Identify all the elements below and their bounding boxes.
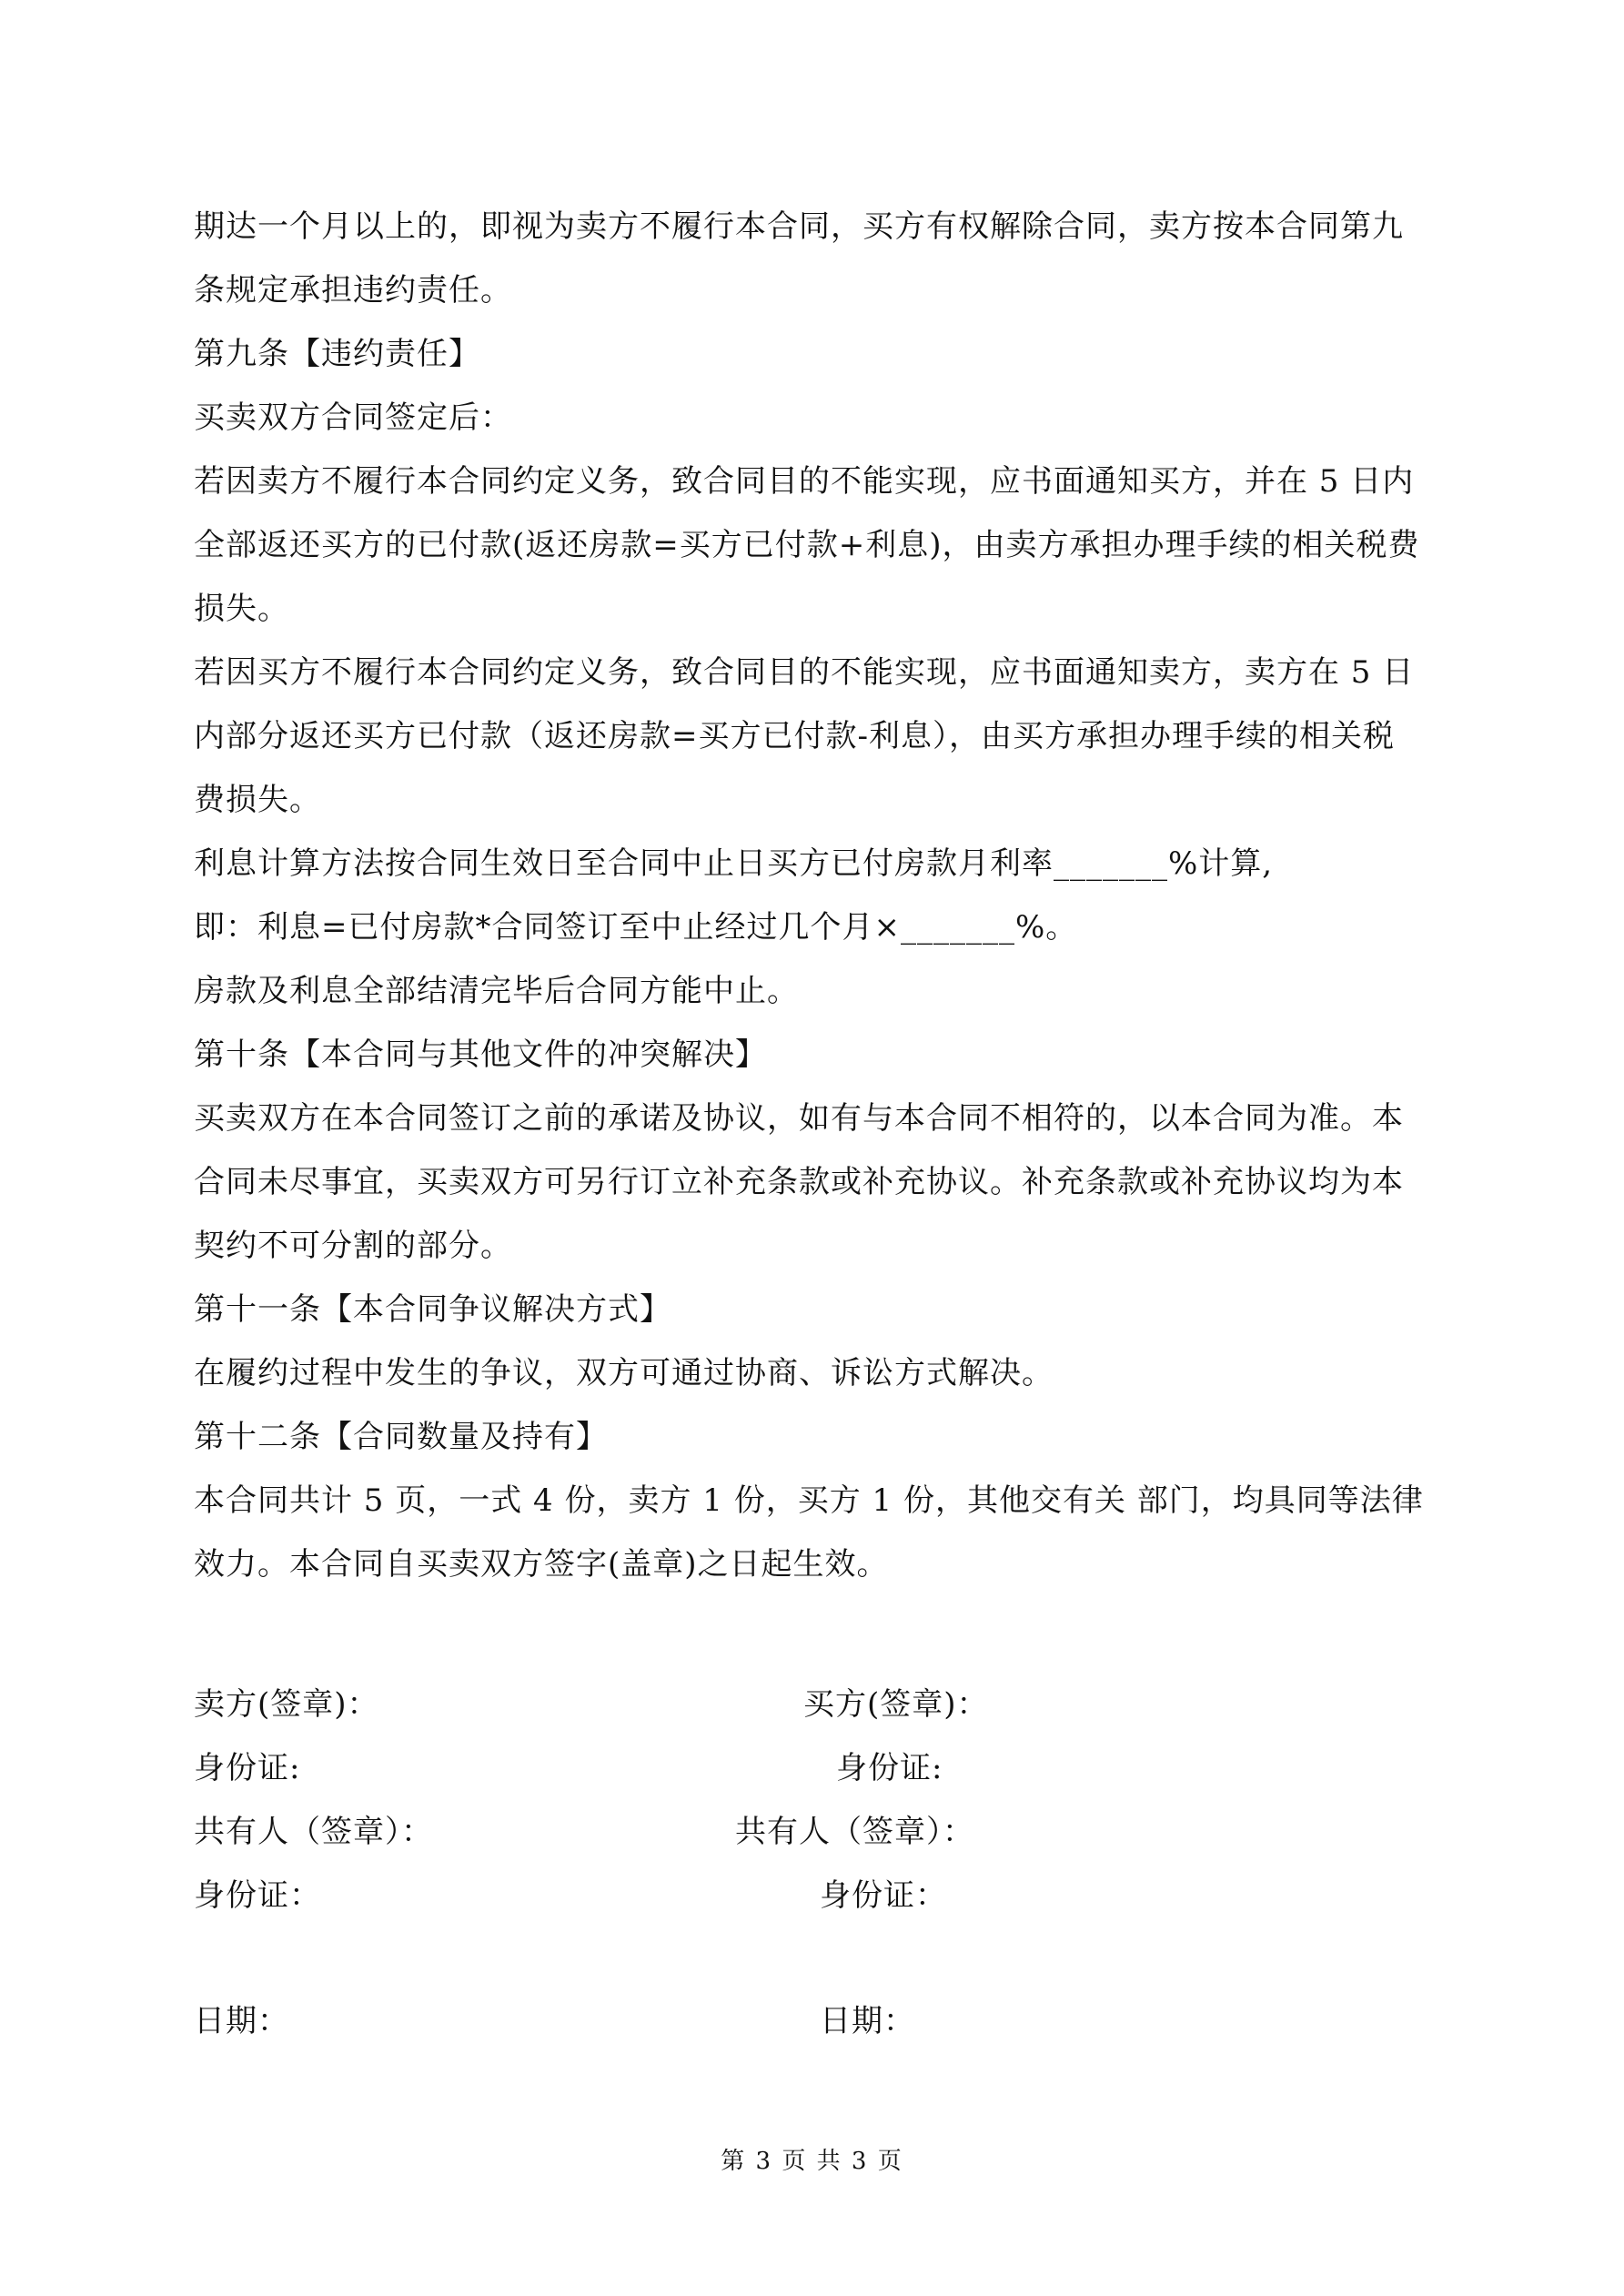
signature-block (194, 1673, 1442, 2053)
id-row (194, 1736, 1442, 1800)
seller-date-label: 日期： (194, 2003, 289, 2039)
contract-line: 若因买方不履行本合同约定义务，致合同目的不能实现，应书面通知卖方，卖方在 5 日 (194, 654, 1415, 691)
contract-line: 费损失。 (194, 782, 321, 818)
coowner-row (194, 1800, 1442, 1864)
article-9-heading: 第九条【违约责任】 (194, 336, 480, 372)
article-11-heading: 第十一条【本合同争议解决方式】 (194, 1291, 671, 1328)
seller-id-label: 身份证: (194, 1750, 301, 1786)
signature-row (194, 1673, 1442, 1736)
contract-line: 期达一个月以上的，即视为卖方不履行本合同，买方有权解除合同，卖方按本合同第九 (194, 208, 1404, 245)
seller-coowner-label: 共有人（签章）： (194, 1814, 433, 1850)
contract-line: 买卖双方合同签定后： (194, 400, 512, 436)
contract-line: 损失。 (194, 591, 289, 627)
contract-line: 利息计算方法按合同生效日至合同中止日买方已付房款月利率_______%计算, (194, 845, 1274, 882)
contract-line: 若因卖方不履行本合同约定义务，致合同目的不能实现，应书面通知买方，并在 5 日内 (194, 463, 1415, 500)
contract-line: 效力。本合同自买卖双方签字(盖章)之日起生效。 (194, 1546, 889, 1583)
contract-line: 条规定承担违约责任。 (194, 272, 512, 308)
contract-line: 内部分返还买方已付款（返还房款=买方已付款-利息），由买方承担办理手续的相关税 (194, 718, 1395, 754)
article-10-heading: 第十条【本合同与其他文件的冲突解决】 (194, 1037, 767, 1073)
date-row (194, 1989, 1442, 2053)
seller-coowner-id-label: 身份证： (194, 1877, 321, 1914)
contract-line: 买卖双方在本合同签订之前的承诺及协议，如有与本合同不相符的，以本合同为准。本 (194, 1100, 1404, 1137)
page-number: 第 3 页 共 3 页 (721, 2148, 903, 2175)
contract-line: 在履约过程中发生的争议，双方可通过协商、诉讼方式解决。 (194, 1355, 1054, 1391)
buyer-signature-label: 买方(签章)： (803, 1686, 989, 1723)
buyer-date-label: 日期： (820, 2003, 915, 2039)
buyer-id-label: 身份证: (836, 1750, 943, 1786)
contract-body (194, 195, 1442, 1596)
contract-line: 即：利息=已付房款*合同签订至中止经过几个月×_______%。 (194, 909, 1078, 946)
seller-signature-label: 卖方(签章)： (194, 1686, 379, 1723)
contract-line: 本合同共计 5 页，一式 4 份，卖方 1 份，买方 1 份，其他交有关 部门，均具同等法律 (194, 1482, 1424, 1519)
contract-line: 合同未尽事宜，买卖双方可另行订立补充条款或补充协议。补充条款或补充协议均为本 (194, 1164, 1404, 1200)
contract-line: 契约不可分割的部分。 (194, 1228, 512, 1264)
contract-line: 房款及利息全部结清完毕后合同方能中止。 (194, 973, 799, 1009)
article-12-heading: 第十二条【合同数量及持有】 (194, 1419, 608, 1455)
coowner-id-row (194, 1864, 1442, 1927)
contract-line: 全部返还买方的已付款(返还房款=买方已付款+利息)，由卖方承担办理手续的相关税费 (194, 527, 1420, 563)
buyer-coowner-label: 共有人（签章）： (735, 1814, 974, 1850)
buyer-coowner-id-label: 身份证： (820, 1877, 947, 1914)
